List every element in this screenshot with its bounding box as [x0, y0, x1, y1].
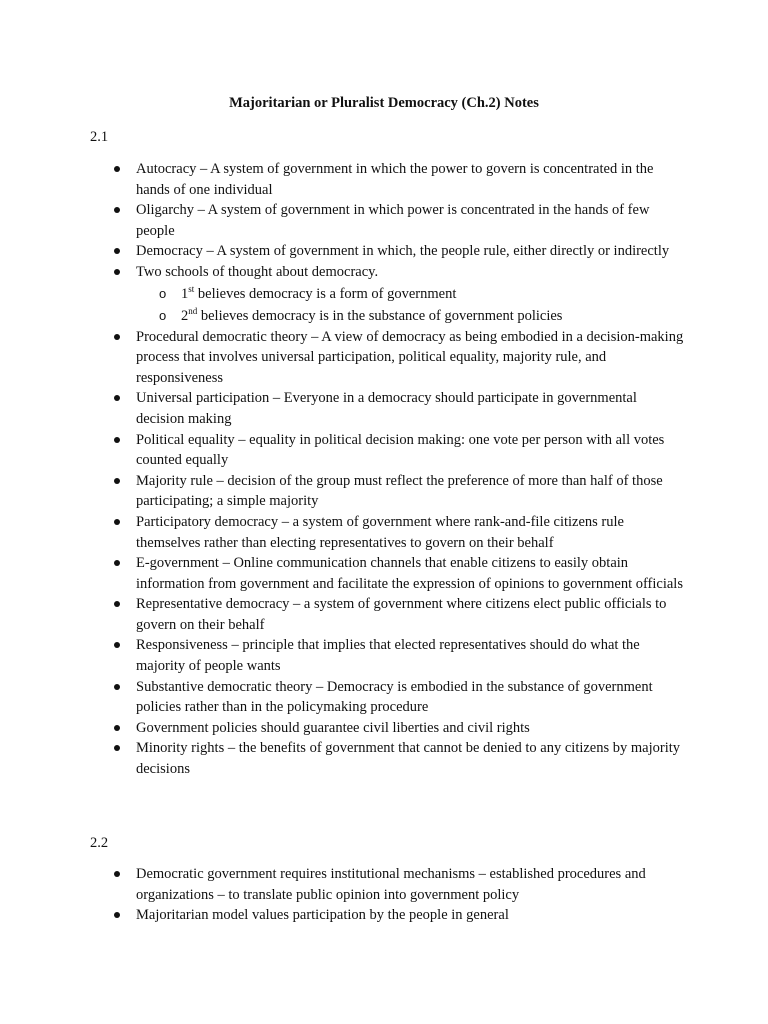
section-label-2-1: 2.1 — [90, 129, 109, 145]
document-title: Majoritarian or Pluralist Democracy (Ch.2) Notes — [229, 95, 539, 111]
list-item — [0, 594, 768, 635]
bullet-icon — [114, 166, 120, 172]
section-2-1-bullet-list — [0, 159, 768, 780]
hollow-bullet-icon: o — [159, 285, 167, 301]
list-item — [0, 635, 768, 676]
list-item-text: Oligarchy – A system of government in which power is concentrated in the hands of few people — [136, 202, 650, 239]
list-item-text: Representative democracy – a system of government where citizens elect public officials to govern on their behalf — [136, 596, 667, 633]
ordinal-suffix: st — [188, 283, 195, 294]
list-item — [0, 471, 768, 512]
list-item-text: Democracy – A system of government in which, the people rule, either directly or indirectly — [136, 243, 670, 260]
list-item-text: Participatory democracy – a system of government where rank-and-file citizens rule themselves rather than electing representatives to govern on their behalf — [136, 513, 624, 551]
section-2-2-bullet-list — [0, 864, 768, 926]
list-item-text: Political equality – equality in political decision making: one vote per person with all votes counted equally — [136, 431, 665, 469]
bullet-icon — [114, 725, 120, 731]
sub-item-number: 2 — [181, 307, 189, 324]
list-item-text: Autocracy – A system of government in which the power to govern is concentrated in the hands of one individual — [136, 161, 654, 198]
hollow-bullet-icon: o — [159, 307, 167, 323]
list-item — [0, 241, 768, 262]
section-label-2-2: 2.2 — [90, 835, 109, 851]
list-item — [0, 159, 768, 200]
bullet-icon — [114, 912, 120, 918]
list-item — [0, 262, 768, 327]
list-item-text: Universal participation – Everyone in a democracy should participate in governmental decision making — [136, 390, 637, 427]
bullet-icon — [114, 269, 120, 275]
list-item-text: E-government – Online communication channels that enable citizens to easily obtain information from government and facilitate the expression of opinions to government officials — [136, 555, 683, 592]
sub-bullet-list — [136, 283, 684, 327]
list-item — [0, 430, 768, 471]
list-item — [0, 738, 768, 779]
bullet-icon — [114, 684, 120, 690]
list-item-text: Democratic government requires institutional mechanisms – established procedures and organizations – to translate public opinion into government policy — [136, 866, 646, 903]
list-item-text: Government policies should guarantee civil liberties and civil rights — [136, 719, 530, 736]
list-item — [0, 718, 768, 739]
bullet-icon — [114, 248, 120, 254]
sub-list-item — [136, 305, 684, 327]
list-item-text: Majoritarian model values participation by the people in general — [136, 907, 509, 924]
bullet-icon — [114, 601, 120, 607]
bullet-icon — [114, 395, 120, 401]
list-item — [0, 388, 768, 429]
list-item-text: Responsiveness – principle that implies that elected representatives should do what the majority of people wants — [136, 637, 640, 675]
list-item-text: Substantive democratic theory – Democracy is embodied in the substance of government policies rather than in the policymaking procedure — [136, 678, 653, 716]
list-item — [0, 677, 768, 718]
bullet-icon — [114, 519, 120, 525]
ordinal-suffix: nd — [188, 305, 198, 316]
sub-item-number: 1 — [181, 285, 189, 302]
list-item — [0, 864, 768, 905]
bullet-icon — [114, 745, 120, 751]
list-item-text: Minority rights – the benefits of government that cannot be denied to any citizens by majority decisions — [136, 740, 681, 778]
list-item — [0, 553, 768, 594]
bullet-icon — [114, 560, 120, 566]
bullet-icon — [114, 871, 120, 877]
list-item-text: Procedural democratic theory – A view of democracy as being embodied in a decision-making process that involves universal participation, political equality, majority rule, and responsiveness — [136, 328, 684, 386]
list-item — [0, 200, 768, 241]
sub-list-item — [136, 283, 684, 305]
list-item — [0, 327, 768, 389]
list-item — [0, 512, 768, 553]
sub-item-text: believes democracy is a form of government — [194, 285, 457, 302]
list-item-text: Majority rule – decision of the group must reflect the preference of more than half of those participating; a simple majority — [136, 472, 663, 510]
list-item — [0, 905, 768, 926]
bullet-icon — [114, 334, 120, 340]
list-item-text: Two schools of thought about democracy. — [136, 263, 379, 280]
sub-item-text: believes democracy is in the substance of government policies — [197, 307, 563, 324]
bullet-icon — [114, 207, 120, 213]
bullet-icon — [114, 478, 120, 484]
bullet-icon — [114, 437, 120, 443]
bullet-icon — [114, 642, 120, 648]
